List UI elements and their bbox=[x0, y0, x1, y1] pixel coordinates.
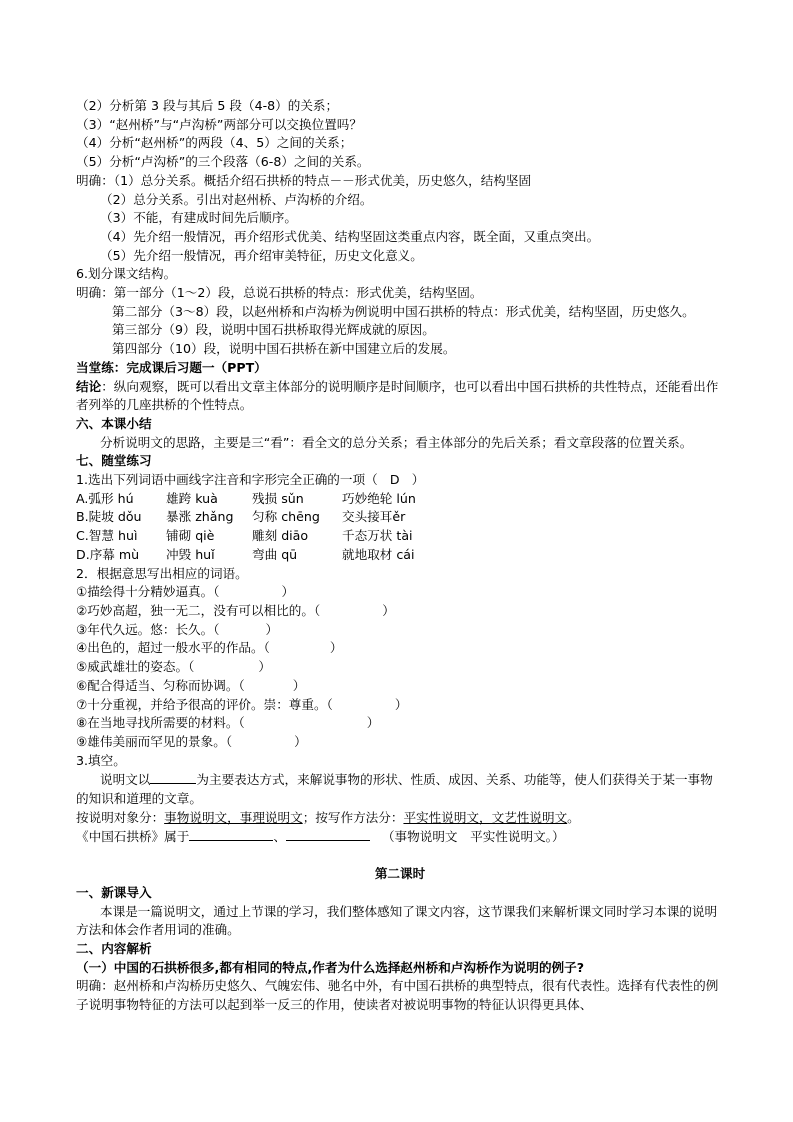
option-word: 巧妙绝轮 lún bbox=[342, 490, 416, 506]
option-word: C.智慧 huì bbox=[76, 528, 138, 544]
fill-blank[interactable] bbox=[286, 827, 370, 841]
fill-blank[interactable] bbox=[150, 770, 196, 784]
belongs-sep: 、 bbox=[273, 829, 286, 845]
mingque-answer-5: （5）先介绍一般情况，再介绍审美特征，历史文化意义。 bbox=[100, 247, 423, 263]
question-1 bbox=[76, 471, 724, 490]
option-word: 匀称 chēng bbox=[252, 509, 320, 525]
question-1-answer: D bbox=[389, 472, 400, 488]
analysis-item: （3）“赵州桥”与“卢沟桥”两部分可以交换位置吗？ bbox=[76, 116, 362, 132]
summary-text: 分析说明文的思路，主要是三“看”：看全文的总分关系；看主体部分的先后关系；看文章段落的位置关系。 bbox=[100, 434, 693, 450]
option-word: 雄跨 kuà bbox=[166, 490, 218, 506]
mingque-answer-4: （4）先介绍一般情况，再介绍形式优美、结构坚固这类重点内容，既全面，又重点突出。 bbox=[100, 228, 600, 244]
definition-close: ） bbox=[394, 696, 408, 712]
conclusion-text: ：纵向观察，既可以看出文章主体部分的说明顺序是时间顺序，也可以看出中国石拱桥的共性特点，还能看出作者列举的几座拱桥的个性特点。 bbox=[76, 378, 719, 413]
definition-item bbox=[76, 733, 724, 752]
definition-item bbox=[76, 639, 724, 658]
definition-text: ⑧在当地寻找所需要的材料。（ bbox=[76, 715, 245, 731]
document-page bbox=[76, 97, 724, 1015]
definition-close: ） bbox=[366, 715, 380, 731]
fill-text: 说明文以 bbox=[100, 772, 151, 788]
classification-text: 。 bbox=[567, 809, 580, 825]
definition-text: ①描绘得十分精妙逼真。（ bbox=[76, 584, 220, 600]
definition-close: ） bbox=[292, 677, 306, 693]
option-word: 残损 sǔn bbox=[252, 490, 304, 506]
question-heading: （一）中国的石拱桥很多,都有相同的特点,作者为什么选择赵州桥和卢沟桥作为说明的例子? bbox=[76, 959, 585, 975]
content-heading: 二、内容解析 bbox=[76, 940, 152, 956]
option-row-c bbox=[76, 527, 724, 546]
belongs-answer: （事物说明文 平实性说明文。） bbox=[381, 829, 565, 845]
classification-answer: 事物说明文，事理说明文 bbox=[164, 809, 303, 825]
structure-part-2: 第二部分（3～8）段，以赵州桥和卢沟桥为例说明中国石拱桥的特点：形式优美，结构坚固，历史悠久。 bbox=[112, 303, 695, 319]
question-3: 3.填空。 bbox=[76, 752, 126, 768]
mingque-answer-2: （2）总分关系。引出对赵州桥、卢沟桥的介绍。 bbox=[100, 191, 373, 207]
definition-text: ②巧妙高超，独一无二，没有可以相比的。（ bbox=[76, 602, 321, 618]
definition-close: ） bbox=[294, 733, 307, 749]
definition-text: ⑥配合得适当、匀称而协调。（ bbox=[76, 677, 245, 693]
exercise-heading: 七、随堂练习 bbox=[76, 453, 152, 469]
option-word: 冲毁 huǐ bbox=[166, 546, 215, 562]
fill-text: 为主要表达方式，来解说事物的形状、性质、成因、关系、功能等，使人们获得关于某一事物的知识和道理的文章。 bbox=[76, 772, 713, 807]
definition-item bbox=[76, 621, 724, 640]
structure-part-1: 明确：第一部分（1～2）段，总说石拱桥的特点：形式优美，结构坚固。 bbox=[76, 285, 483, 301]
analysis-item: （5）分析“卢沟桥”的三个段落（6-8）之间的关系。 bbox=[76, 154, 370, 170]
option-word: D.序幕 mù bbox=[76, 546, 140, 562]
definition-text: ⑦十分重视，并给予很高的评价。崇：尊重。（ bbox=[76, 696, 333, 712]
structure-heading: 6.划分课文结构。 bbox=[76, 266, 177, 282]
definition-text: ⑤威武雄壮的姿态。（ bbox=[76, 659, 195, 675]
option-word: 弯曲 qū bbox=[252, 546, 298, 562]
question-1-stem: 1.选出下列词语中画线字注音和字形完全正确的一项（ bbox=[76, 472, 378, 488]
option-row-a bbox=[76, 490, 724, 509]
intro-heading: 一、新课导入 bbox=[76, 884, 152, 900]
structure-part-4: 第四部分（10）段，说明中国石拱桥在新中国建立后的发展。 bbox=[112, 341, 456, 357]
definition-item bbox=[76, 714, 724, 733]
option-word: 千态万状 tài bbox=[342, 528, 413, 544]
intro-text: 本课是一篇说明文，通过上节课的学习，我们整体感知了课文内容，这节课我们来解析课文同时学习本课的说明方法和体会作者用词的准确。 bbox=[76, 903, 718, 938]
option-word: A.弧形 hú bbox=[76, 490, 134, 506]
definition-item bbox=[76, 658, 724, 677]
option-word: 铺砌 qiè bbox=[166, 528, 215, 544]
option-word: 雕刻 diāo bbox=[252, 528, 309, 544]
belongs-text: 《中国石拱桥》属于 bbox=[76, 829, 190, 845]
belongs-line bbox=[76, 827, 724, 847]
option-row-b bbox=[76, 508, 724, 527]
definition-text: ④出色的，超过一般水平的作品。（ bbox=[76, 640, 270, 656]
lesson-2-title: 第二课时 bbox=[374, 866, 426, 882]
summary-heading: 六、本课小结 bbox=[76, 415, 152, 431]
option-word: 交头接耳ěr bbox=[342, 509, 406, 525]
option-word: 暴涨 zhǎng bbox=[166, 509, 234, 525]
fill-blank[interactable] bbox=[189, 827, 273, 841]
definition-item bbox=[76, 677, 724, 696]
structure-part-3: 第三部分（9）段，说明中国石拱桥取得光辉成就的原因。 bbox=[112, 322, 435, 338]
analysis-item: （2）分析第 3 段与其后 5 段（4-8）的关系； bbox=[76, 98, 339, 113]
definition-text: ⑨雄伟美丽而罕见的景象。（ bbox=[76, 733, 233, 749]
classification-line bbox=[76, 809, 724, 828]
classification-text: 按说明对象分： bbox=[76, 809, 165, 825]
mingque-answer-1: 明确：（1）总分关系。概括介绍石拱桥的特点－－形式优美，历史悠久，结构坚固 bbox=[76, 172, 532, 188]
conclusion-label: 结论 bbox=[76, 378, 102, 394]
definition-close: ） bbox=[382, 602, 395, 618]
definition-close: ） bbox=[265, 621, 279, 637]
fill-in-paragraph bbox=[76, 770, 724, 808]
analysis-item: （4）分析“赵州桥”的两段（4、5）之间的关系； bbox=[76, 135, 353, 151]
practice-label: 当堂练：完成课后习题一（PPT） bbox=[76, 359, 267, 375]
conclusion-paragraph bbox=[76, 378, 724, 415]
definition-close: ） bbox=[329, 640, 343, 656]
question-1-close: ） bbox=[411, 472, 425, 488]
classification-text: ；按写作方法分： bbox=[302, 809, 404, 825]
option-word: 就地取材 cái bbox=[342, 546, 415, 562]
definition-text: ③年代久远。悠：长久。（ bbox=[76, 621, 220, 637]
definition-close: ） bbox=[281, 584, 295, 600]
option-row-d bbox=[76, 546, 724, 565]
definition-close: ） bbox=[258, 659, 271, 675]
answer-paragraph: 明确：赵州桥和卢沟桥历史悠久、气魄宏伟、驰名中外，有中国石拱桥的典型特点，很有代表性。选择有代表性的例子说明事物特征的方法可以起到举一反三的作用，使读者对被说明事物的特征认识得更具体、 bbox=[76, 978, 719, 1013]
question-2: 2．根据意思写出相应的词语。 bbox=[76, 565, 248, 581]
definition-item bbox=[76, 696, 724, 715]
mingque-answer-3: （3）不能，有建成时间先后顺序。 bbox=[100, 210, 297, 226]
classification-answer: 平实性说明文，文艺性说明文 bbox=[403, 809, 568, 825]
definition-item bbox=[76, 602, 724, 621]
option-word: B.陡坡 dǒu bbox=[76, 509, 142, 525]
definition-item bbox=[76, 583, 724, 602]
